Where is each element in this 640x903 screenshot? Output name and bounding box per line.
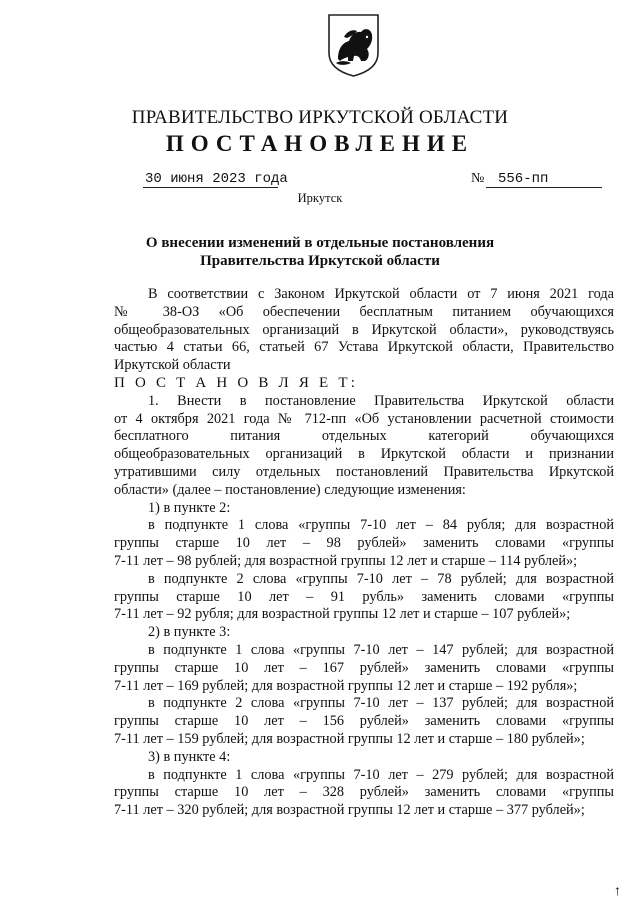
page-turn-mark: ↑ [614,884,621,899]
text-line: 1. Внести в постановление Правительства Иркутской области [148,392,614,409]
item-1-paragraph [114,393,614,500]
text-line: Иркутской области [114,357,231,374]
text-line: утратившими силу отдельных постановлений Правительства Иркутской [114,463,614,480]
amendment-paragraph [114,767,614,820]
amendment-paragraph [114,517,614,570]
city-name: Иркутск [297,191,343,205]
text-line: бесплатного питания отдельных категорий обучающихся [114,428,614,445]
text-line: общеобразовательных организаций в Иркутской области», руководствуясь [114,321,614,338]
government-name: ПРАВИТЕЛЬСТВО ИРКУТСКОЙ ОБЛАСТИ [131,107,509,128]
number-underline [486,187,602,188]
text-line: от 4 октября 2021 года № 712-пп «Об установлении расчетной стоимости [114,410,614,427]
text-line: 7-11 лет – 98 рублей; для возрастной группы 12 лет и старше – 114 рублей»; [114,552,578,569]
document-heading [0,234,640,270]
document-number: 556-пп [498,171,549,187]
subitem-heading: 1) в пункте 2: [148,499,231,516]
text-line: группы старше 10 лет – 167 рублей» заменить словами «группы [114,659,614,676]
number-sign: № [471,171,485,186]
amendment-paragraph [114,695,614,748]
subitem-heading: 3) в пункте 4: [148,748,231,765]
text-line: общеобразовательных организаций в Иркутской области и признании [114,446,614,463]
text-line: 7-11 лет – 320 рублей; для возрастной группы 12 лет и старше – 377 рублей»; [114,802,585,819]
coat-of-arms-icon [327,13,380,77]
text-line: области» (далее – постановление) следующие изменения: [114,481,466,498]
decree-word: П О С Т А Н О В Л Я Е Т: [114,374,359,391]
document-date: 30 июня 2023 года [145,171,288,187]
text-line: в подпункте 1 слова «группы 7-10 лет – 84 рубля; для возрастной [148,517,614,534]
text-line: частью 4 статьи 66, статьей 67 Устава Иркутской области, Правительство [114,339,614,356]
heading-line: О внесении изменений в отдельные постановления [145,235,495,251]
text-line: в подпункте 2 слова «группы 7-10 лет – 78 рублей; для возрастной [148,570,614,587]
preamble-paragraph [114,286,614,375]
text-line: в подпункте 1 слова «группы 7-10 лет – 279 рублей; для возрастной [148,766,614,783]
document-type-title: ПОСТАНОВЛЕНИЕ [165,131,475,156]
text-line: В соответствии с Законом Иркутской области от 7 июня 2021 года [148,286,614,302]
text-line: группы старше 10 лет – 91 рубль» заменить словами «группы [114,588,614,605]
text-line: 7-11 лет – 169 рублей; для возрастной группы 12 лет и старше – 192 рубля»; [114,677,578,694]
amendment-paragraph [114,571,614,624]
text-line: 7-11 лет – 159 рублей; для возрастной группы 12 лет и старше – 180 рублей»; [114,730,585,747]
subitem-heading: 2) в пункте 3: [148,624,231,641]
text-line: группы старше 10 лет – 98 рублей» заменить словами «группы [114,535,614,552]
amendment-paragraph [114,642,614,695]
text-line: группы старше 10 лет – 156 рублей» заменить словами «группы [114,713,614,730]
text-line: 7-11 лет – 92 рубля; для возрастной группы 12 лет и старше – 107 рублей»; [114,606,571,623]
text-line: в подпункте 1 слова «группы 7-10 лет – 147 рублей; для возрастной [148,641,614,658]
document-body [114,286,614,820]
heading-line: Правительства Иркутской области [200,253,440,269]
text-line: № 38-ОЗ «Об обеспечении бесплатным питанием обучающихся [114,303,614,320]
text-line: группы старше 10 лет – 328 рублей» заменить словами «группы [114,784,614,801]
text-line: в подпункте 2 слова «группы 7-10 лет – 137 рублей; для возрастной [148,695,614,712]
date-underline [143,187,278,188]
